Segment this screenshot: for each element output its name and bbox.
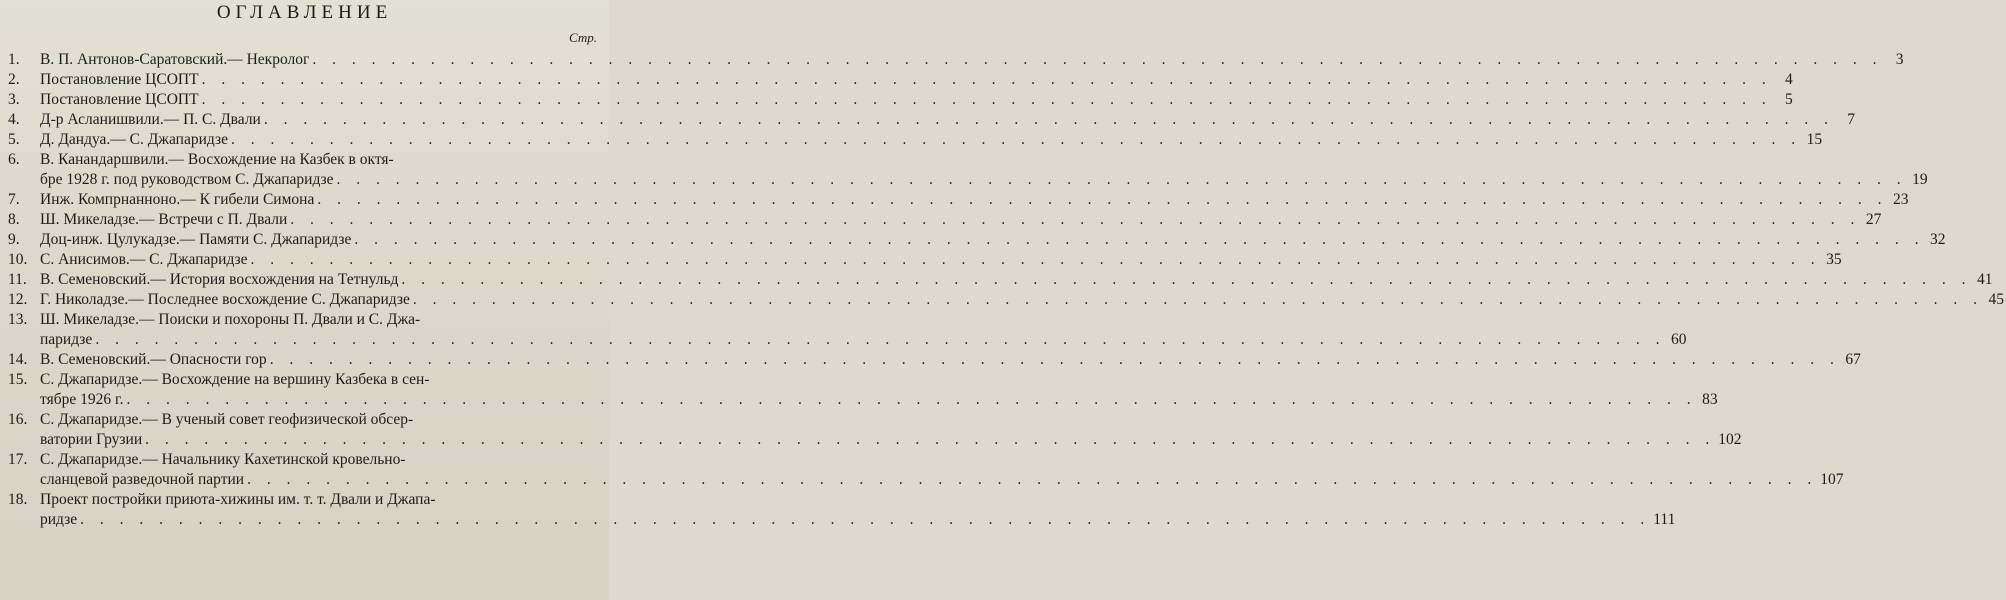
dot-leader: . . . . . . . . . . . . . . . . . . . . . . . . . . . . . . . . . . . . . . . . . . . . . . . . . . . . . . . . . . . . . . . . . . . . . . . . . . . . . . . . xyxy=(230,131,1802,148)
entry-page-number: 19 xyxy=(1912,171,1928,188)
dot-leader: . . . . . . . . . . . . . . . . . . . . . . . . . . . . . . . . . . . . . . . . . . . . . . . . . . . . . . . . . . . . . . . . . . . . . . . . . . . . . . . . xyxy=(126,391,1697,408)
entry-text: Д. Дандуа.— С. Джапаридзе xyxy=(40,131,228,148)
entry-text: Постановление ЦСОПТ xyxy=(40,91,199,108)
contents-entry xyxy=(8,310,1687,350)
contents-entry xyxy=(8,150,1928,190)
entry-page-number: 27 xyxy=(1865,211,1882,228)
contents-entry xyxy=(8,90,1793,110)
entry-page-number: 67 xyxy=(1845,351,1861,368)
entry-number: 15. xyxy=(8,371,28,388)
dot-leader: . . . . . . . . . . . . . . . . . . . . . . . . . . . . . . . . . . . . . . . . . . . . . . . . . . . . . . . . . . . . . . . . . . . . . . . . . . . . . . . . xyxy=(201,91,1772,108)
contents-entry xyxy=(8,250,1842,270)
contents-entry xyxy=(8,190,1909,210)
dot-leader: . . . . . . . . . . . . . . . . . . . . . . . . . . . . . . . . . . . . . . . . . . . . . . . . . . . . . . . . . . . . . . . . . . . . . . . . . . . . . . . . xyxy=(312,51,1883,68)
entry-text: В. Канандаршвили.— Восхождение на Казбек в октя- xyxy=(40,151,394,168)
entry-text: С. Анисимов.— С. Джапаридзе xyxy=(40,251,248,268)
entry-page-number: 15 xyxy=(1806,131,1823,148)
entry-page-number: 3 xyxy=(1895,51,1904,68)
entry-page-number: 45 xyxy=(1988,291,2004,308)
contents-list xyxy=(8,50,2004,530)
contents-entry xyxy=(8,410,1742,450)
entry-page-number: 102 xyxy=(1718,431,1742,448)
entry-text: паридзе xyxy=(40,331,93,348)
contents-entry xyxy=(8,450,1844,490)
entry-page-number: 83 xyxy=(1702,391,1718,408)
entry-number: 17. xyxy=(8,451,28,468)
entry-page-number: 107 xyxy=(1820,471,1844,488)
entry-page-number: 23 xyxy=(1892,191,1909,208)
contents-entry xyxy=(8,70,1793,90)
dot-leader: . . . . . . . . . . . . . . . . . . . . . . . . . . . . . . . . . . . . . . . . . . . . . . . . . . . . . . . . . . . . . . . . . . . . . . . . . . . . . . . . xyxy=(290,211,1861,228)
entry-text: В. П. Антонов-Саратовский.— Некролог xyxy=(40,51,310,68)
dot-leader: . . . . . . . . . . . . . . . . . . . . . . . . . . . . . . . . . . . . . . . . . . . . . . . . . . . . . . . . . . . . . . . . . . . . . . . . . . . . . . . . xyxy=(80,511,1651,528)
dot-leader: . . . . . . . . . . . . . . . . . . . . . . . . . . . . . . . . . . . . . . . . . . . . . . . . . . . . . . . . . . . . . . . . . . . . . . . . . . . . . . . . xyxy=(145,431,1716,448)
dot-leader: . . . . . . . . . . . . . . . . . . . . . . . . . . . . . . . . . . . . . . . . . . . . . . . . . . . . . . . . . . . . . . . . . . . . . . . . . . . . . . . . xyxy=(401,271,1972,288)
entry-number: 18. xyxy=(8,491,28,508)
dot-leader: . . . . . . . . . . . . . . . . . . . . . . . . . . . . . . . . . . . . . . . . . . . . . . . . . . . . . . . . . . . . . . . . . . . . . . . . . . . . . . . . xyxy=(263,111,1834,128)
entry-page-number: 111 xyxy=(1653,511,1676,528)
contents-entry xyxy=(8,50,1904,70)
entry-text: Постановление ЦСОПТ xyxy=(40,71,199,88)
entry-page-number: 7 xyxy=(1847,111,1855,128)
dot-leader: . . . . . . . . . . . . . . . . . . . . . . . . . . . . . . . . . . . . . . . . . . . . . . . . . . . . . . . . . . . . . . . . . . . . . . . . . . . . . . . . xyxy=(354,231,1925,248)
entry-number: 1. xyxy=(8,51,20,68)
entry-page-number: 4 xyxy=(1784,71,1793,88)
entry-page-number: 41 xyxy=(1977,271,1993,288)
entry-number: 7. xyxy=(8,191,20,208)
contents-entry xyxy=(8,230,1946,250)
entry-text: Проект постройки приюта-хижины им. т. т. Двали и Джапа- xyxy=(40,491,436,508)
entry-text: С. Джапаридзе.— Начальнику Кахетинской кровельно- xyxy=(40,451,406,468)
contents-entry xyxy=(8,270,1993,290)
entry-number: 10. xyxy=(8,251,28,268)
entry-number: 8. xyxy=(8,211,20,228)
dot-leader: . . . . . . . . . . . . . . . . . . . . . . . . . . . . . . . . . . . . . . . . . . . . . . . . . . . . . . . . . . . . . . . . . . . . . . . . . . . . . . . . xyxy=(269,351,1840,368)
entry-number: 3. xyxy=(8,91,20,108)
contents-entry xyxy=(8,490,1676,530)
entry-text: В. Семеновский.— История восхождения на Тетнульд xyxy=(40,271,399,288)
contents-entry xyxy=(8,130,1823,150)
entry-number: 16. xyxy=(8,411,28,428)
page-column-label: Стр. xyxy=(569,30,597,45)
entry-number: 5. xyxy=(8,131,20,148)
contents-entry xyxy=(8,210,1882,230)
entry-number: 13. xyxy=(8,311,28,328)
entry-number: 14. xyxy=(8,351,28,368)
entry-number: 11. xyxy=(8,271,27,288)
entry-number: 2. xyxy=(8,71,20,88)
dot-leader: . . . . . . . . . . . . . . . . . . . . . . . . . . . . . . . . . . . . . . . . . . . . . . . . . . . . . . . . . . . . . . . . . . . . . . . . . . . . . . . . xyxy=(317,191,1888,208)
entry-number: 9. xyxy=(8,231,20,248)
entry-text: В. Семеновский.— Опасности гор xyxy=(40,351,267,368)
dot-leader: . . . . . . . . . . . . . . . . . . . . . . . . . . . . . . . . . . . . . . . . . . . . . . . . . . . . . . . . . . . . . . . . . . . . . . . . . . . . . . . . xyxy=(95,331,1666,348)
dot-leader: . . . . . . . . . . . . . . . . . . . . . . . . . . . . . . . . . . . . . . . . . . . . . . . . . . . . . . . . . . . . . . . . . . . . . . . . . . . . . . . . xyxy=(201,71,1772,88)
entry-number: 4. xyxy=(8,111,20,128)
contents-entry xyxy=(8,370,1718,410)
entry-text: Инж. Компрнанноно.— К гибели Симона xyxy=(40,191,315,208)
entry-page-number: 35 xyxy=(1826,251,1842,268)
dot-leader: . . . . . . . . . . . . . . . . . . . . . . . . . . . . . . . . . . . . . . . . . . . . . . . . . . . . . . . . . . . . . . . . . . . . . . . . . . . . . . . . xyxy=(336,171,1907,188)
entry-number: 12. xyxy=(8,291,28,308)
entry-text: С. Джапаридзе.— Восхождение на вершину Казбека в сен- xyxy=(40,371,430,388)
entry-text: ридзе xyxy=(40,511,78,528)
contents-entry xyxy=(8,110,1855,130)
entry-text: бре 1928 г. под руководством С. Джапаридзе xyxy=(40,171,334,188)
entry-page-number: 32 xyxy=(1930,231,1946,248)
entry-text: С. Джапаридзе.— В ученый совет геофизической обсер- xyxy=(40,411,414,428)
entry-text: Доц-инж. Цулукадзе.— Памяти С. Джапаридзе xyxy=(40,231,352,248)
entry-page-number: 5 xyxy=(1784,91,1793,108)
contents-entry xyxy=(8,290,2004,310)
dot-leader: . . . . . . . . . . . . . . . . . . . . . . . . . . . . . . . . . . . . . . . . . . . . . . . . . . . . . . . . . . . . . . . . . . . . . . . . . . . . . . . . xyxy=(412,291,1983,308)
entry-text: Г. Николадзе.— Последнее восхождение С. Джапаридзе xyxy=(40,291,410,308)
page-title: ОГЛАВЛЕНИЕ xyxy=(216,2,393,23)
entry-text: Ш. Микеладзе.— Встречи с П. Двали xyxy=(40,211,288,228)
entry-text: сланцевой разведочной партии xyxy=(40,471,245,488)
entry-number: 6. xyxy=(8,151,20,168)
dot-leader: . . . . . . . . . . . . . . . . . . . . . . . . . . . . . . . . . . . . . . . . . . . . . . . . . . . . . . . . . . . . . . . . . . . . . . . . . . . . . . . . xyxy=(247,471,1818,488)
dot-leader: . . . . . . . . . . . . . . . . . . . . . . . . . . . . . . . . . . . . . . . . . . . . . . . . . . . . . . . . . . . . . . . . . . . . . . . . . . . . . . . . xyxy=(250,251,1821,268)
entry-page-number: 60 xyxy=(1670,331,1687,348)
entry-text: Ш. Микеладзе.— Поиски и похороны П. Двали и С. Джа- xyxy=(40,311,421,328)
entry-text: тябре 1926 г. xyxy=(40,391,124,408)
contents-entry xyxy=(8,350,1861,370)
entry-text: ватории Грузии xyxy=(40,431,143,448)
entry-text: Д-р Асланишвили.— П. С. Двали xyxy=(40,111,261,128)
